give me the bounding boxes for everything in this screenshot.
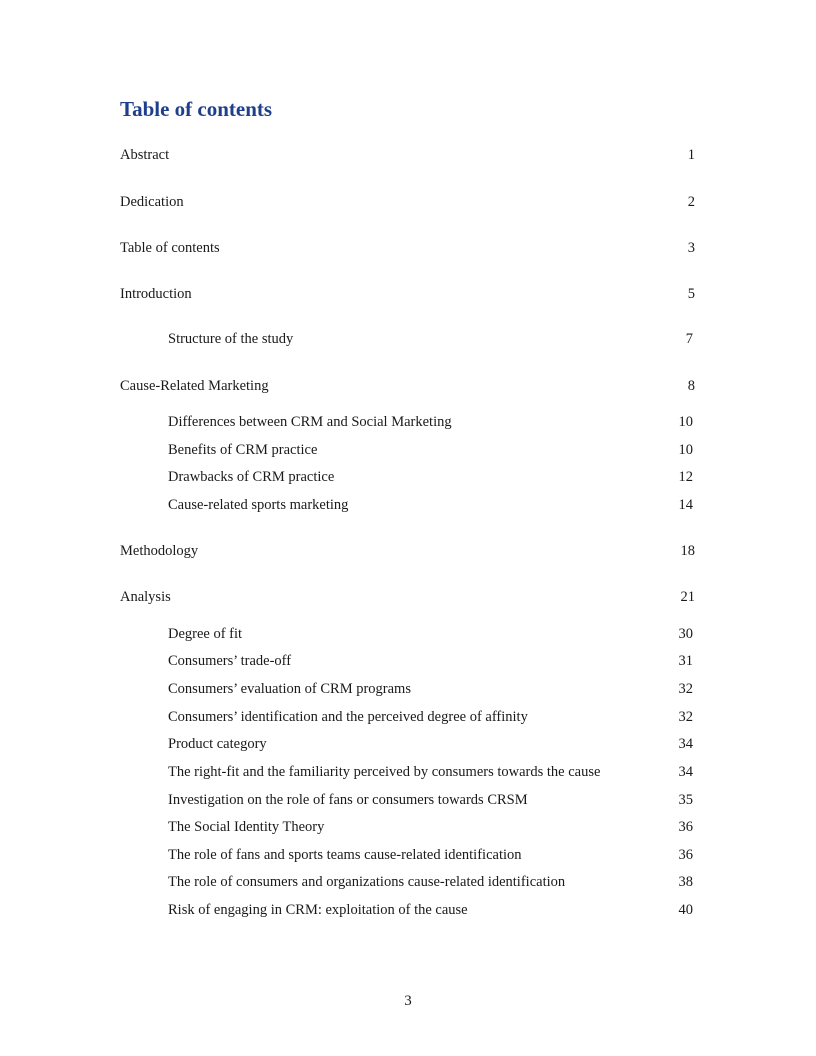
toc-entry-degree-of-fit[interactable] <box>0 624 816 644</box>
toc-entry-label: Benefits of CRM practice <box>168 442 318 458</box>
toc-entry-page-number: 36 <box>678 847 693 863</box>
toc-entry-page-number: 32 <box>678 709 693 725</box>
toc-entry-label: Abstract <box>120 147 170 163</box>
toc-entry-page-number: 7 <box>685 331 693 347</box>
toc-entry-page-number: 31 <box>678 653 693 669</box>
toc-entry-page-number: 5 <box>687 286 695 302</box>
toc-entry-label: Methodology <box>120 543 199 559</box>
toc-entry-right-fit-familiarity[interactable] <box>0 762 816 782</box>
toc-entry-label: Drawbacks of CRM practice <box>168 469 335 485</box>
toc-entry-label: The role of fans and sports teams cause-related identification <box>168 847 522 863</box>
toc-entry-label: Analysis <box>120 589 171 605</box>
toc-entry-risk-of-engaging-in-crm[interactable] <box>0 900 816 920</box>
toc-entry-page-number: 18 <box>680 543 695 559</box>
toc-entry-page-number: 2 <box>687 194 695 210</box>
toc-entry-table-of-contents[interactable] <box>0 238 816 258</box>
toc-entry-page-number: 30 <box>678 626 693 642</box>
toc-entry-label: Introduction <box>120 286 192 302</box>
toc-entry-page-number: 12 <box>678 469 693 485</box>
toc-entry-investigation-role-of-fans[interactable] <box>0 790 816 810</box>
toc-entry-page-number: 34 <box>678 736 693 752</box>
toc-entry-label: The role of consumers and organizations cause-related identification <box>168 874 566 890</box>
toc-entry-social-identity-theory[interactable] <box>0 817 816 837</box>
page-footer-number: 3 <box>404 993 412 1009</box>
toc-entry-role-of-consumers-organizations[interactable] <box>0 872 816 892</box>
toc-entry-introduction[interactable] <box>0 284 816 304</box>
toc-entry-page-number: 10 <box>678 442 693 458</box>
toc-entry-label: Product category <box>168 736 267 752</box>
toc-entry-differences-crm-social-marketing[interactable] <box>0 412 816 432</box>
toc-entry-label: Risk of engaging in CRM: exploitation of the cause <box>168 902 468 918</box>
toc-entry-abstract[interactable] <box>0 145 816 165</box>
toc-entry-dedication[interactable] <box>0 192 816 212</box>
toc-entry-methodology[interactable] <box>0 541 816 561</box>
toc-entry-role-of-fans-sports-teams[interactable] <box>0 845 816 865</box>
toc-entry-label: Degree of fit <box>168 626 243 642</box>
toc-entry-cause-related-marketing[interactable] <box>0 376 816 396</box>
toc-entry-page-number: 40 <box>678 902 693 918</box>
toc-entry-label: Consumers’ trade-off <box>168 653 292 669</box>
toc-entry-page-number: 38 <box>678 874 693 890</box>
toc-entry-label: The right-fit and the familiarity perceived by consumers towards the cause <box>168 764 601 780</box>
toc-entry-structure-of-the-study[interactable] <box>0 329 816 349</box>
toc-entry-consumers-identification[interactable] <box>0 707 816 727</box>
toc-entry-page-number: 34 <box>678 764 693 780</box>
toc-entry-label: Consumers’ identification and the perceived degree of affinity <box>168 709 528 725</box>
toc-entry-label: Consumers’ evaluation of CRM programs <box>168 681 411 697</box>
toc-entry-label: Cause-related sports marketing <box>168 497 349 513</box>
toc-entry-label: Table of contents <box>120 240 220 256</box>
toc-entry-label: The Social Identity Theory <box>168 819 325 835</box>
toc-entry-label: Investigation on the role of fans or consumers towards CRSM <box>168 792 528 808</box>
toc-entry-label: Differences between CRM and Social Marketing <box>168 414 452 430</box>
toc-entry-consumers-trade-off[interactable] <box>0 651 816 671</box>
toc-entry-cause-related-sports-marketing[interactable] <box>0 495 816 515</box>
toc-entry-page-number: 8 <box>687 378 695 394</box>
toc-entry-benefits-of-crm[interactable] <box>0 440 816 460</box>
toc-entry-page-number: 35 <box>678 792 693 808</box>
toc-entry-page-number: 36 <box>678 819 693 835</box>
toc-entry-consumers-evaluation[interactable] <box>0 679 816 699</box>
toc-entry-page-number: 10 <box>678 414 693 430</box>
toc-entry-page-number: 21 <box>680 589 695 605</box>
toc-entry-page-number: 14 <box>678 497 693 513</box>
toc-entry-page-number: 3 <box>687 240 695 256</box>
toc-entry-page-number: 1 <box>687 147 695 163</box>
toc-entry-label: Dedication <box>120 194 184 210</box>
toc-entry-drawbacks-of-crm[interactable] <box>0 467 816 487</box>
toc-entry-page-number: 32 <box>678 681 693 697</box>
toc-entry-product-category[interactable] <box>0 734 816 754</box>
toc-entry-label: Structure of the study <box>168 331 294 347</box>
toc-entry-analysis[interactable] <box>0 587 816 607</box>
toc-heading: Table of contents <box>120 97 273 121</box>
toc-entry-label: Cause-Related Marketing <box>120 378 269 394</box>
